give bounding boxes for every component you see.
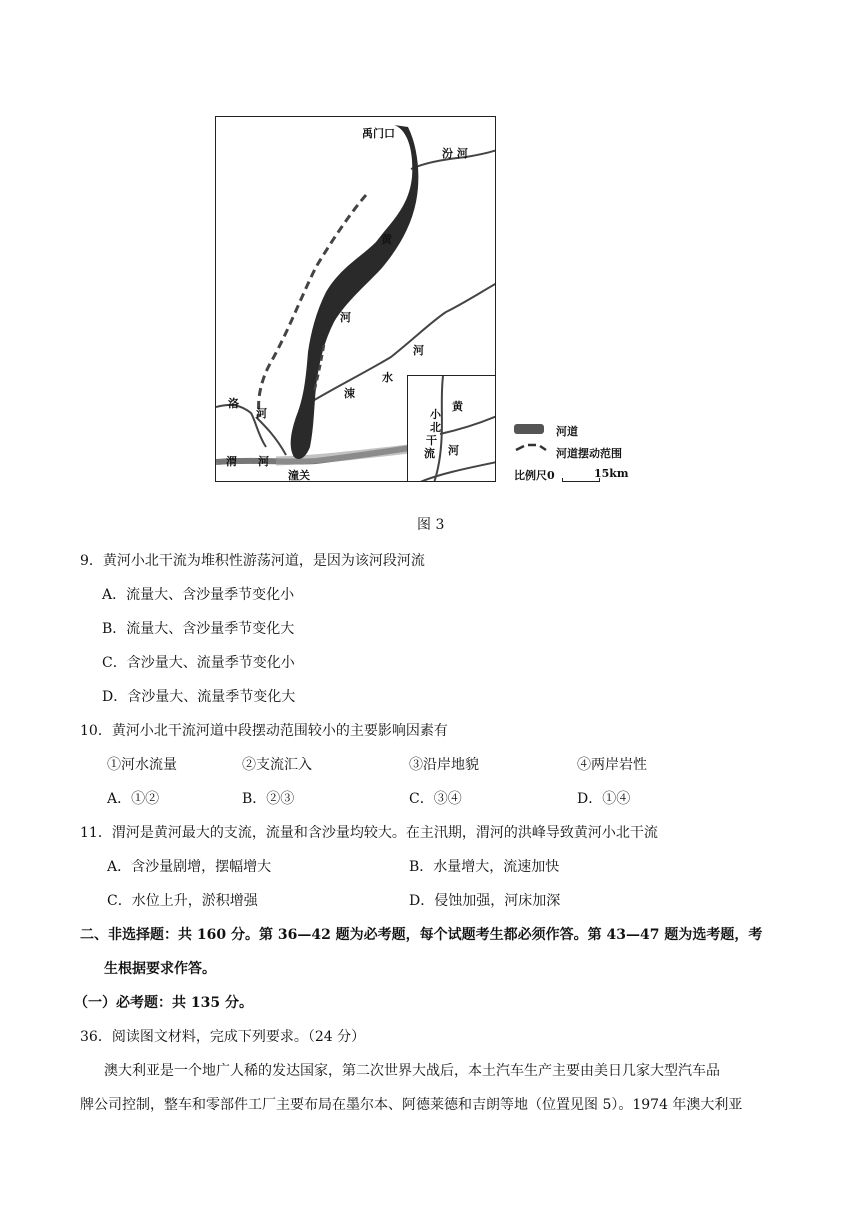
inset-label-huang: 黄 bbox=[452, 400, 463, 413]
label-shui: 水 bbox=[382, 371, 393, 384]
label-he-2: 河 bbox=[413, 344, 424, 357]
q9-option-b[interactable]: B．流量大、含沙量季节变化大 bbox=[102, 621, 295, 637]
question-11 bbox=[80, 822, 658, 842]
question-36-paragraph-line1: 澳大利亚是一个地广人稀的发达国家，第二次世界大战后，本土汽车生产主要由美日几家大型汽车品 bbox=[104, 1063, 720, 1079]
question-10 bbox=[80, 720, 448, 740]
inset-label-xiao: 小 bbox=[430, 408, 441, 421]
q11-option-a[interactable]: A．含沙量剧增，摆幅增大 bbox=[107, 859, 272, 875]
q11-option-b[interactable]: B．水量增大，流速加快 bbox=[409, 859, 560, 875]
label-huang: 黄 bbox=[381, 233, 392, 246]
q10-option-d[interactable]: D．①④ bbox=[577, 791, 631, 807]
question-9-stem: 黄河小北干流为堆积性游荡河道，是因为该河段河流 bbox=[102, 553, 425, 569]
q10-factor-4: ④两岸岩性 bbox=[577, 757, 647, 773]
section-2-subheading: （一）必考题：共 135 分。 bbox=[74, 995, 253, 1011]
legend-swing-range: 河道摆动范围 bbox=[556, 447, 622, 460]
question-36-paragraph-line2: 牌公司控制，整车和零部件工厂主要布局在墨尔本、阿德莱德和吉朗等地（位置见图 5）。1974 年澳大利亚 bbox=[80, 1097, 743, 1113]
question-10-number: 10． bbox=[80, 723, 112, 739]
q10-option-a[interactable]: A．①② bbox=[107, 791, 160, 807]
question-11-stem: 渭河是黄河最大的支流，流量和含沙量均较大。在主汛期，渭河的洪峰导致黄河小北干流 bbox=[111, 825, 658, 841]
question-11-number: 11． bbox=[80, 825, 112, 841]
label-tongguan: 潼关 bbox=[288, 469, 310, 482]
river-map bbox=[215, 116, 496, 482]
section-2-heading-line1: 二、非选择题：共 160 分。第 36—42 题为必考题，每个试题考生都必须作答。第 43—47 题为选考题，考 bbox=[80, 927, 763, 943]
label-luo-he: 河 bbox=[256, 407, 267, 420]
legend-scale-label: 比例尺0 bbox=[514, 469, 555, 482]
section-2-heading-line2: 生根据要求作答。 bbox=[104, 961, 216, 977]
q11-option-d[interactable]: D．侵蚀加强，河床加深 bbox=[409, 893, 561, 909]
label-wei: 渭 bbox=[226, 455, 237, 468]
q10-factor-3: ③沿岸地貌 bbox=[409, 757, 479, 773]
inset-label-gan: 干 bbox=[426, 434, 437, 447]
inset-label-he: 河 bbox=[448, 444, 459, 457]
inset-label-liu: 流 bbox=[424, 447, 435, 460]
q9-option-d[interactable]: D．含沙量大、流量季节变化大 bbox=[102, 689, 296, 705]
label-yumenkou: 禹门口 bbox=[362, 127, 395, 140]
figure-caption: 图 3 bbox=[417, 517, 445, 533]
legend-swing-swatch bbox=[516, 445, 546, 450]
legend-scale-value: 15km bbox=[594, 467, 629, 480]
label-fen-river: 汾 河 bbox=[442, 147, 468, 160]
map-legend bbox=[514, 418, 664, 488]
question-10-stem: 黄河小北干流河道中段摆动范围较小的主要影响因素有 bbox=[111, 723, 448, 739]
q11-option-c[interactable]: C．水位上升，淤积增强 bbox=[107, 893, 258, 909]
label-he-1: 河 bbox=[340, 311, 351, 324]
q10-factor-2: ②支流汇入 bbox=[242, 757, 312, 773]
question-9 bbox=[80, 550, 425, 570]
label-luo: 洛 bbox=[228, 397, 239, 410]
label-su: 涑 bbox=[344, 387, 355, 400]
inset-map bbox=[407, 375, 496, 482]
q10-factor-1: ①河水流量 bbox=[107, 757, 177, 773]
q10-option-c[interactable]: C．③④ bbox=[409, 791, 462, 807]
q9-option-a[interactable]: A．流量大、含沙量季节变化小 bbox=[102, 587, 295, 603]
question-9-number: 9． bbox=[80, 553, 103, 569]
q10-option-b[interactable]: B．②③ bbox=[242, 791, 295, 807]
q9-option-c[interactable]: C．含沙量大、流量季节变化小 bbox=[102, 655, 295, 671]
inset-label-bei: 北 bbox=[430, 421, 441, 434]
legend-channel-swatch bbox=[514, 424, 544, 434]
legend-river-channel: 河道 bbox=[556, 425, 578, 438]
question-36-title: 36．阅读图文材料，完成下列要求。（24 分） bbox=[80, 1029, 366, 1045]
label-wei-he: 河 bbox=[258, 455, 269, 468]
